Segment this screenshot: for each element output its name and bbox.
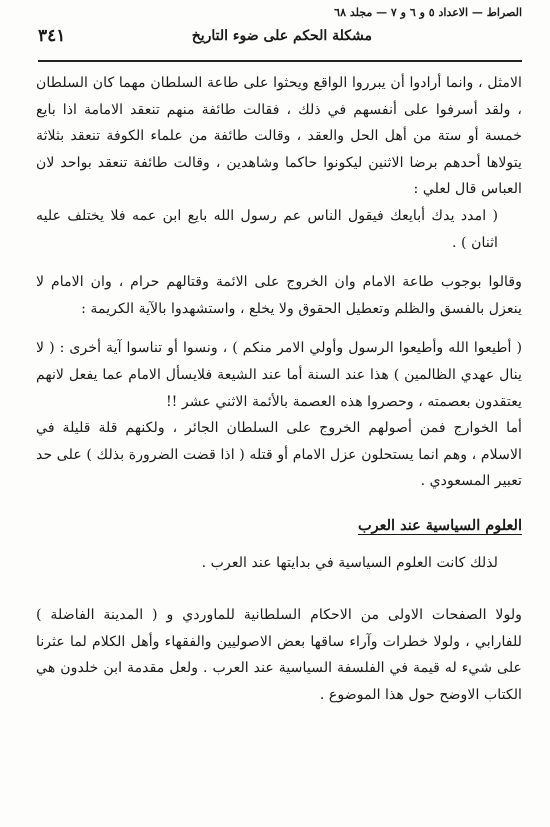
paragraph: أما الخوارج فمن أصولهم الخروج على السلطان الجائر ، ولكنهم قلة قليلة في الاسلام ، وهم انما يستحلون عزل الامام أو قتله ( اذا قضت الضرورة بذلك ) على حد تعبير المسعودي . [36, 420, 522, 490]
paragraph: ( أطيعوا الله وأطيعوا الرسول وأولي الامر منكم ) ، ونسوا أو تناسوا آية أخرى : ( لا ينال عهدي الظالمين ) هذا عند السنة أما عند الشيعة فلايسأل الامام عما يفعل لانهم يعتقدون بعصمته ، وحصروا هذه العصمة بالأئمة الاثني عشر !! [36, 340, 522, 410]
section-heading: العلوم السياسية عند العرب [357, 516, 522, 534]
header-divider [38, 60, 522, 62]
page-number: ٣٤١ [38, 26, 66, 46]
page-header [38, 6, 522, 58]
journal-reference: الصراط — الاعداد ٥ و ٦ و ٧ — مجلد ٦٨ [334, 6, 522, 19]
running-title: مشكلة الحكم على ضوء التاريخ [191, 28, 372, 44]
paragraph: الامثل ، وانما أرادوا أن يبرروا الواقع ويحثوا على طاعة السلطان مهما كان السلطان ، ولقد أسرفوا على أنفسهم في ذلك ، فقالت طائفة منهم تنعقد الامامة اذا بايع خمسة أو ستة من أهل الحل والعقد ، وقالت طائفة من علماء الكوفة تنعقد بثلاثة يتولاها أحدهم برضا الاثنين ليكونوا حاكما وشاهدين ، وقالت طائفة تنعقد بواحد لان العباس قال لعلي : [36, 75, 522, 198]
paragraph: ولولا الصفحات الاولى من الاحكام السلطانية للماوردي و ( المدينة الفاضلة ) للفارابي ، ولولا خطرات وآراء ساقها بعض الاصوليين والفقهاء وأهل الكلام لما عثرنا على شيء له قيمة في الفلسفة السياسية عند العرب . ولعل مقدمة ابن خلدون هي الكتاب الاوضح حول هذا الموضوع . [36, 607, 522, 703]
paragraph: لذلك كانت العلوم السياسية في بدايتها عند العرب . [201, 554, 498, 571]
paragraph: وقالوا بوجوب طاعة الامام وان الخروج على الائمة وقتالهم حرام ، وان الامام لا ينعزل بالفسق والظلم وتعطيل الحقوق ولا يخلع ، واستشهدوا بالآية الكريمة : [36, 274, 522, 317]
article-body [36, 70, 522, 708]
quotation: ( امدد يدك أبايعك فيقول الناس عم رسول الله بايع ابن عمه فلا يختلف عليه اثنان ) . [36, 207, 498, 251]
